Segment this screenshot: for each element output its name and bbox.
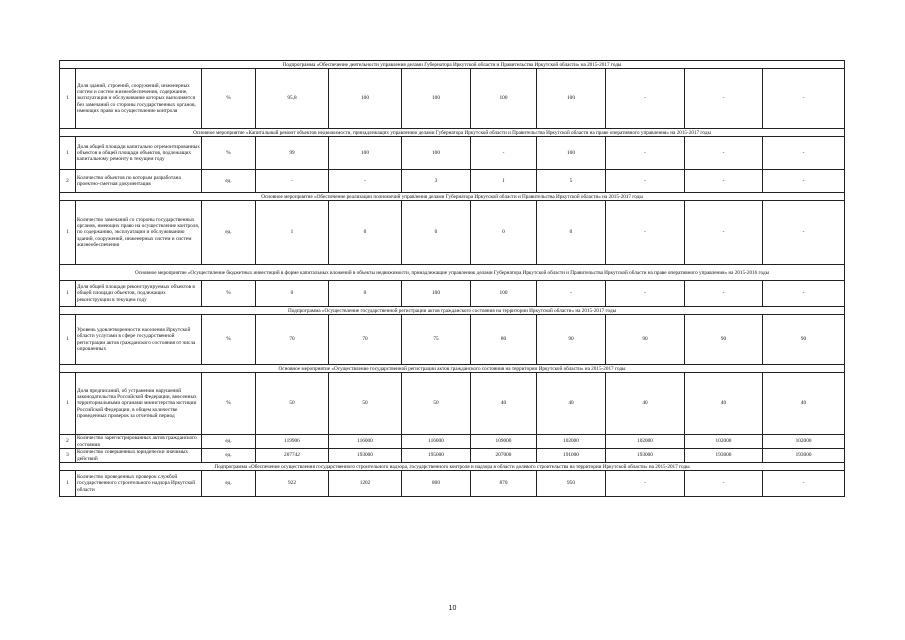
- value-cell: -: [685, 281, 763, 307]
- row-number: 1: [60, 201, 76, 265]
- value-cell: -: [606, 137, 685, 170]
- value-cell: 1: [256, 201, 329, 265]
- value-cell: 100: [329, 69, 402, 129]
- value-cell: 50: [402, 373, 471, 435]
- indicator-name: Уровень удовлетворенности населения Иркутской области услугами в сфере государственной регистрации актов гражданского состояния от числа опрошенных: [76, 315, 202, 365]
- indicator-row: [60, 137, 845, 170]
- value-cell: 40: [763, 373, 845, 435]
- indicator-row: [60, 449, 845, 463]
- indicator-row: [60, 315, 845, 365]
- unit-cell: ед.: [202, 435, 256, 449]
- value-cell: 70: [256, 315, 329, 365]
- value-cell: 100: [537, 137, 606, 170]
- unit-cell: %: [202, 137, 256, 170]
- value-cell: 50: [329, 373, 402, 435]
- value-cell: 75: [402, 315, 471, 365]
- unit-cell: ед.: [202, 449, 256, 463]
- indicator-row: [60, 373, 845, 435]
- value-cell: 0: [471, 201, 537, 265]
- indicator-row: [60, 281, 845, 307]
- row-number: 1: [60, 471, 76, 497]
- indicator-name: Количество объектов по которым разработана проектно-сметная документация: [76, 170, 202, 193]
- value-cell: -: [685, 471, 763, 497]
- value-cell: 102000: [606, 435, 685, 449]
- value-cell: 100: [471, 281, 537, 307]
- table-body: [60, 61, 845, 497]
- unit-cell: %: [202, 315, 256, 365]
- unit-cell: ед.: [202, 471, 256, 497]
- unit-cell: %: [202, 281, 256, 307]
- value-cell: -: [329, 170, 402, 193]
- value-cell: 870: [471, 471, 537, 497]
- indicator-row: [60, 170, 845, 193]
- indicator-row: [60, 435, 845, 449]
- value-cell: 99: [256, 137, 329, 170]
- value-cell: 800: [402, 471, 471, 497]
- value-cell: 80: [471, 315, 537, 365]
- value-cell: -: [685, 170, 763, 193]
- indicator-name: Количество проведенных проверок службой государственного строительного надзора Иркутской области: [76, 471, 202, 497]
- section-row: [60, 365, 845, 373]
- row-number: 2: [60, 435, 76, 449]
- indicator-row: [60, 471, 845, 497]
- row-number: 1: [60, 137, 76, 170]
- section-row: [60, 307, 845, 315]
- value-cell: 207000: [471, 449, 537, 463]
- value-cell: -: [685, 137, 763, 170]
- section-row: [60, 463, 845, 471]
- section-heading: Подпрограмма «Осуществление государственной регистрации актов гражданского состояния на территории Иркутской области» на 2015-2017 годы: [60, 307, 845, 315]
- value-cell: -: [763, 137, 845, 170]
- value-cell: -: [606, 170, 685, 193]
- value-cell: 95,8: [256, 69, 329, 129]
- value-cell: 3: [402, 170, 471, 193]
- value-cell: 100: [402, 137, 471, 170]
- value-cell: -: [606, 281, 685, 307]
- page-number: 10: [448, 605, 457, 612]
- value-cell: 1: [471, 170, 537, 193]
- indicator-name: Количество замечаний со стороны государственных органов, имеющих право на осуществление контроля, по содержанию, эксплуатации и обслуживанию зданий, сооружений, инженерных систем и систем жизнеобеспечения: [76, 201, 202, 265]
- value-cell: 70: [329, 315, 402, 365]
- section-heading: Основное мероприятие «Обеспечение реализации полномочий управления делами Губернатора Иркутской области и Правительства Иркутской области» на 2015-2017 годы: [60, 193, 845, 201]
- value-cell: 90: [763, 315, 845, 365]
- value-cell: 40: [606, 373, 685, 435]
- value-cell: 40: [471, 373, 537, 435]
- unit-cell: ед.: [202, 170, 256, 193]
- section-row: [60, 61, 845, 69]
- value-cell: 193000: [606, 449, 685, 463]
- value-cell: 191000: [537, 449, 606, 463]
- value-cell: 950: [537, 471, 606, 497]
- unit-cell: %: [202, 69, 256, 129]
- value-cell: 116000: [402, 435, 471, 449]
- row-number: 3: [60, 449, 76, 463]
- value-cell: 119906: [256, 435, 329, 449]
- value-cell: -: [763, 281, 845, 307]
- indicator-name: Доля предписаний, об устранении нарушений законодательства Российской Федерации, внесенных территориальными органами министерства юстиции Российской Федерации, в общем количестве проведенных проверок за отчетный период: [76, 373, 202, 435]
- section-heading: Основное мероприятие «Капитальный ремонт объектов недвижимости, принадлежащих управлению делами Губернатора Иркутской области и Правительства Иркутской области на праве оперативного управления» на 2015-2017 годы: [60, 129, 845, 137]
- value-cell: -: [537, 281, 606, 307]
- value-cell: 100: [329, 137, 402, 170]
- indicator-name: Количество совершенных юридически значимых действий: [76, 449, 202, 463]
- value-cell: 193000: [763, 449, 845, 463]
- value-cell: 1202: [329, 471, 402, 497]
- section-row: [60, 129, 845, 137]
- value-cell: -: [763, 471, 845, 497]
- value-cell: 100: [471, 69, 537, 129]
- unit-cell: %: [202, 373, 256, 435]
- row-number: 1: [60, 281, 76, 307]
- value-cell: 109000: [471, 435, 537, 449]
- section-heading: Основное мероприятие «Осуществление государственной регистрации актов гражданского состояния на территории Иркутской области» на 2015-2017 годы: [60, 365, 845, 373]
- indicator-name: Доля общей площади капитально отремонтированных объектов в общей площади объектов, подлежащих капитальному ремонту в текущем году: [76, 137, 202, 170]
- indicator-row: [60, 201, 845, 265]
- section-heading: Подпрограмма «Обеспечение деятельности управления делами Губернатора Иркутской области и Правительства Иркутской области» на 2015-2017 годы: [60, 61, 845, 69]
- value-cell: 5: [537, 170, 606, 193]
- value-cell: 90: [685, 315, 763, 365]
- section-heading: Подпрограмма «Обеспечение осуществления государственного строительного надзора, государственного контроля и надзора в области долевого строительства на территории Иркутской области» на 2015-2017 годы: [60, 463, 845, 471]
- section-heading: Основное мероприятие «Осуществление бюджетных инвестиций в форме капитальных вложений в объекты недвижимости, принадлежащие управлению делами Губернатора Иркутской области и Правительства Иркутской области на праве оперативного управления» на 2015-2016 годы: [60, 265, 845, 281]
- value-cell: -: [256, 170, 329, 193]
- unit-cell: ед.: [202, 201, 256, 265]
- value-cell: 100: [402, 69, 471, 129]
- value-cell: 0: [256, 281, 329, 307]
- value-cell: 195000: [402, 449, 471, 463]
- value-cell: 50: [256, 373, 329, 435]
- value-cell: -: [763, 201, 845, 265]
- value-cell: -: [763, 170, 845, 193]
- value-cell: 102000: [763, 435, 845, 449]
- row-number: 1: [60, 69, 76, 129]
- indicator-name: Доля зданий, строений, сооружений, инженерных систем и систем жизнеобеспечения, содержание, эксплуатация и обслуживание которых выполняется без замечаний со стороны государственных органов, имеющих право на осуществление контроля: [76, 69, 202, 129]
- value-cell: -: [685, 69, 763, 129]
- value-cell: 193000: [685, 449, 763, 463]
- value-cell: 100: [537, 69, 606, 129]
- indicator-name: Доля общей площади реконструируемых объектов в общей площади объектов, подлежащих реконструкции в текущем году: [76, 281, 202, 307]
- value-cell: 40: [685, 373, 763, 435]
- value-cell: -: [606, 471, 685, 497]
- indicator-name: Количество зарегистрированных актов гражданского состояния: [76, 435, 202, 449]
- value-cell: 193000: [329, 449, 402, 463]
- value-cell: 922: [256, 471, 329, 497]
- value-cell: 90: [606, 315, 685, 365]
- indicators-table: [59, 60, 845, 497]
- value-cell: 116000: [329, 435, 402, 449]
- value-cell: 90: [537, 315, 606, 365]
- value-cell: 0: [537, 201, 606, 265]
- value-cell: 40: [537, 373, 606, 435]
- section-row: [60, 265, 845, 281]
- value-cell: -: [606, 201, 685, 265]
- value-cell: 100: [402, 281, 471, 307]
- value-cell: 0: [402, 201, 471, 265]
- value-cell: 0: [329, 281, 402, 307]
- value-cell: 102000: [685, 435, 763, 449]
- value-cell: 0: [329, 201, 402, 265]
- value-cell: -: [685, 201, 763, 265]
- value-cell: 207742: [256, 449, 329, 463]
- indicator-row: [60, 69, 845, 129]
- row-number: 1: [60, 373, 76, 435]
- row-number: 1: [60, 315, 76, 365]
- row-number: 2: [60, 170, 76, 193]
- section-row: [60, 193, 845, 201]
- value-cell: 102000: [537, 435, 606, 449]
- value-cell: -: [471, 137, 537, 170]
- value-cell: -: [606, 69, 685, 129]
- value-cell: -: [763, 69, 845, 129]
